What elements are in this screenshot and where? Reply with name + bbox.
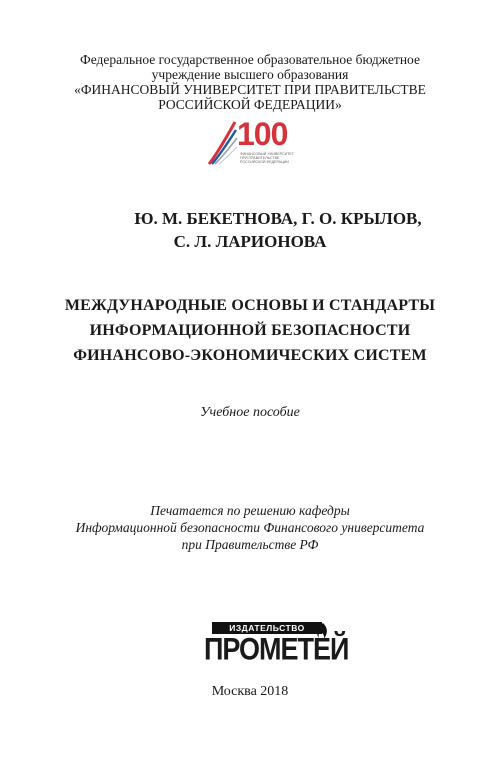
publication-note <box>0 502 500 553</box>
logo-tagline-line: ПРИ ПРАВИТЕЛЬСТВЕ <box>240 156 280 161</box>
institution-line: Федеральное государственное образовательное бюджетное <box>80 52 420 67</box>
book-title-line: ФИНАНСОВО-ЭКОНОМИЧЕСКИХ СИСТЕМ <box>73 347 427 364</box>
institution-line: учреждение высшего образования <box>151 67 349 82</box>
book-title-line: МЕЖДУНАРОДНЫЕ ОСНОВЫ И СТАНДАРТЫ <box>64 297 436 314</box>
authors-line: Ю. М. БЕКЕТНОВА, Г. О. КРЫЛОВ, <box>134 209 422 228</box>
institution-line: РОССИЙСКОЙ ФЕДЕРАЦИИ» <box>158 97 342 112</box>
university-anniversary-logo <box>207 118 303 166</box>
authors <box>0 207 500 253</box>
publisher-logo <box>204 622 349 667</box>
book-title-line: ИНФОРМАЦИОННОЙ БЕЗОПАСНОСТИ <box>89 322 411 339</box>
logo-tagline <box>240 152 310 165</box>
logo-tagline-line: ФИНАНСОВЫЙ УНИВЕРСИТЕТ <box>240 152 294 156</box>
publication-note-line: при Правительстве РФ <box>181 537 319 552</box>
publisher-name: ПРОМЕТЕЙ <box>204 631 349 667</box>
flag-stripes-icon <box>207 120 239 166</box>
book-title <box>0 293 500 368</box>
flame-icon <box>316 622 330 640</box>
city-year: Москва 2018 <box>211 684 289 699</box>
anniversary-number: 100 <box>237 116 288 152</box>
institution-line: «ФИНАНСОВЫЙ УНИВЕРСИТЕТ ПРИ ПРАВИТЕЛЬСТВЕ <box>74 82 426 97</box>
publication-note-line: Информационной безопасности Финансового университета <box>75 520 425 535</box>
publisher-label: ИЗДАТЕЛЬСТВО <box>212 622 322 634</box>
book-type: Учебное пособие <box>200 405 300 420</box>
institution-name <box>0 52 500 112</box>
publication-note-line: Печатается по решению кафедры <box>150 503 350 518</box>
authors-line: С. Л. ЛАРИОНОВА <box>173 232 327 251</box>
logo-tagline-line: РОССИЙСКОЙ ФЕДЕРАЦИИ <box>240 160 289 165</box>
